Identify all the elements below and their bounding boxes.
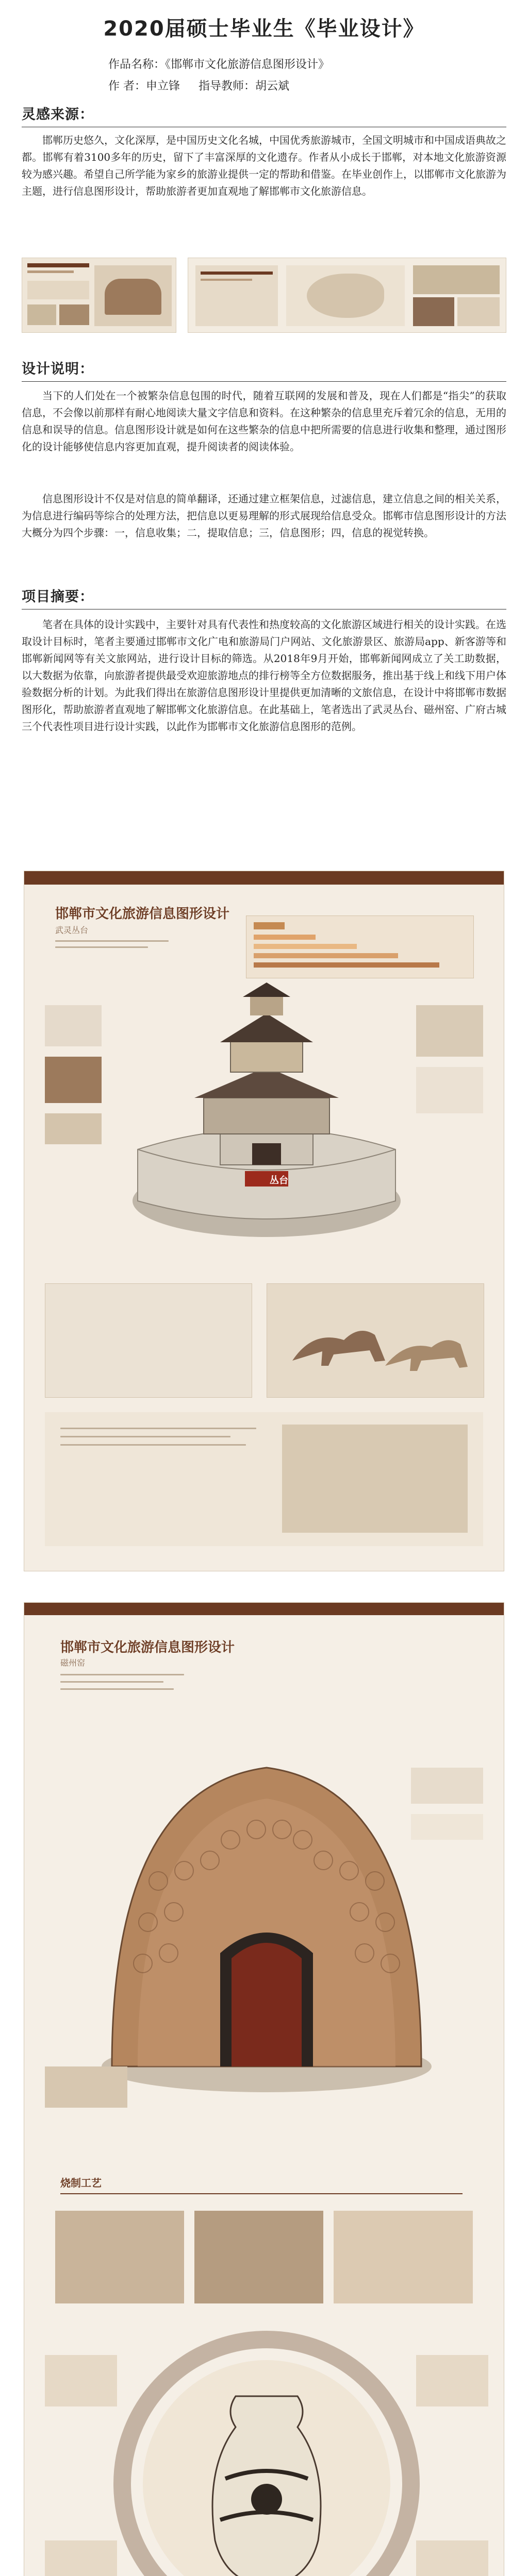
inspiration-text: 邯郸历史悠久，文化深厚，是中国历史文化名城，中国优秀旅游城市，全国文明城市和中国成语典故之都。邯郸有着3100多年的历史，留下了丰富深厚的文化遗存。作者从小成长于邯郸，对本地文化旅游资源较为感兴趣。希望自己所学能为家乡的旅游业提供一定的帮助和借鉴。在毕业创作上，以邯郸市文化旅游为主题，进行信息图形设计，帮助旅游者更加直观地了解邯郸市文化旅游信息。 <box>22 134 506 197</box>
work-name: 《邯郸市文化旅游信息图形设计》 <box>165 58 330 71</box>
project-text: 笔者在具体的设计实践中，主要针对具有代表性和热度较高的文化旅游区域进行相关的设计实践。在选取设计目标时，笔者主要通过邯郸市文化广电和旅游局门户网站、文化旅游景区、旅游局app、新客游等和邯郸新闻网等有关文旅网站，进行设计目标的筛选。从2018年9月开始，邯郸新闻网成立了关工助数据，以大数据为依靠，向旅游者提供最受欢迎旅游地点的排行榜等全方位数据服务，推出基于线上和线下用户体验数据分析的计划。为此我们得出在旅游信息图形设计里提供更加清晰的文旅信息，在设计中将邯郸市数据图形化，帮助旅游者直观地了解邯郸文化旅游信息。在此基础上，笔者选出了武灵丛台、磁州窑、广府古城三个代表性项目进行设计实践，以此作为邯郸市文化旅游信息图形的范例。 <box>22 618 506 733</box>
poster-congtai <box>24 871 504 1571</box>
author-row <box>108 77 289 93</box>
author-label: 作 者： <box>108 80 146 93</box>
project-heading: 项目摘要： <box>22 589 94 605</box>
poster-1-subtitle: 武灵丛台 <box>55 925 89 935</box>
inspiration-board-left <box>22 258 176 333</box>
work-name-label: 作品名称： <box>108 58 166 71</box>
design-notes-heading: 设计说明： <box>22 361 94 377</box>
poster-1-title: 邯郸市文化旅游信息图形设计 <box>55 906 230 922</box>
work-name-row <box>108 56 329 72</box>
poster-2-label: 烧制工艺 <box>60 2177 102 2189</box>
timeline-chart <box>246 916 474 978</box>
poster-cizhou <box>24 1602 504 2576</box>
page-title: 2020届硕士毕业生《毕业设计》 <box>103 17 425 41</box>
inspiration-board-right <box>188 258 506 333</box>
poster-1-banner: 丛台 <box>270 1175 288 1186</box>
inspiration-heading: 灵感来源： <box>22 107 94 123</box>
design-notes-text-1: 当下的人们处在一个被繁杂信息包围的时代，随着互联网的发展和普及，现在人们都是“指尖”的获取信息，不会像以前那样有耐心地阅读大量文字信息和资料。在这种繁杂的信息里充斥着冗余的信息，无用的信息和误导的信息。信息图形设计就是如何在这些繁杂的信息中把所需要的信息进行收集和整理，通过图形化的设计能够使信息内容更加直观，提升阅读者的阅读体验。 <box>22 389 506 453</box>
advisor-name: 胡云斌 <box>255 80 290 93</box>
design-notes-text-2: 信息图形设计不仅是对信息的简单翻译，还通过建立框架信息，过滤信息，建立信息之间的相关关系，为信息进行编码等综合的处理方法，把信息以更易理解的形式展现给信息受众。邯郸市信息图形设计的方法大概分为四个步骤：一，信息收集；二，提取信息；三，信息图形；四，信息的视觉转换。 <box>22 493 506 539</box>
advisor-label: 指导教师： <box>199 80 256 93</box>
horses-illustration <box>272 1294 478 1386</box>
author-name: 申立锋 <box>146 80 180 93</box>
poster-2-subtitle: 磁州窑 <box>60 1658 86 1668</box>
vase-ring <box>107 2324 426 2576</box>
congtai-illustration <box>117 979 406 1247</box>
poster-2-title: 邯郸市文化旅游信息图形设计 <box>60 1640 235 1655</box>
design-notes-rule <box>22 381 506 382</box>
kiln-texture <box>127 1778 406 2046</box>
